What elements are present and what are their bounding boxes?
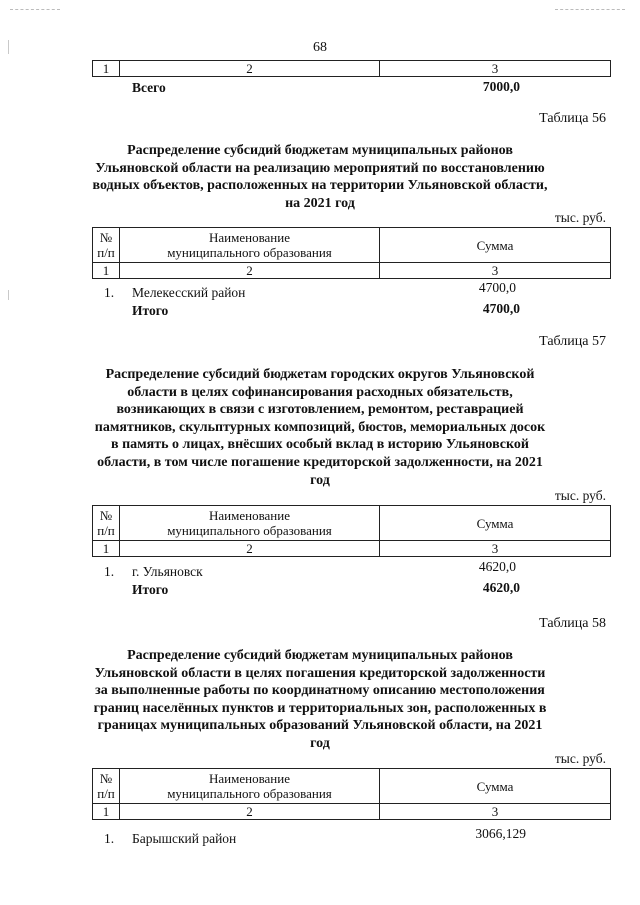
table-label: Таблица 58 [539,616,606,631]
page-number: 68 [313,40,327,55]
header-num: № п/п [93,769,120,804]
column-number: 1 [93,61,120,77]
data-table [92,768,611,820]
row-name: Мелекесский район [132,285,246,300]
total-label: Итого [132,582,169,597]
row-value: 3066,129 [475,826,526,841]
units-label: тыс. руб. [554,751,606,766]
table-label: Таблица 56 [539,111,606,126]
column-number: 1 [93,541,120,557]
column-number: 3 [380,804,611,820]
header-sum: Сумма [380,228,611,263]
table-title: Распределение субсидий бюджетам муниципальных районов Ульяновской области в целях погашения кредиторской задолженности за выполненные работы по координатному описанию местоположения границ населённых пунктов и территориальных зон, расположенных в границах муниципальных образований Ульяновской области, на 2021 год [93,648,547,751]
total-label: Всего [132,80,166,95]
units-label: тыс. руб. [554,488,606,503]
units-label: тыс. руб. [554,210,606,225]
scan-edge-mark [555,9,625,10]
scan-edge-mark [10,9,60,10]
previous-table-fragment [92,60,611,77]
table-title: Распределение субсидий бюджетам городских округов Ульяновской области в целях софинансирования расходных обязательств, возникающих в связи с изготовлением, ремонтом, реставрацией памятников, скульптурных композиций, бюстов, мемориальных досок в память о лицах, внёсших особый вклад в историю Ульяновской области, в том числе погашение кредиторской задолженности, на 2021 год [94,367,546,488]
header-num: № п/п [93,506,120,541]
header-name: Наименование муниципального образования [120,228,380,263]
data-table [92,505,611,557]
total-value: 4700,0 [482,301,520,316]
header-sum: Сумма [380,769,611,804]
column-number: 1 [93,263,120,279]
row-number: 1. [104,831,115,846]
total-value: 7000,0 [482,79,520,94]
column-number: 2 [120,804,380,820]
row-value: 4700,0 [478,280,516,295]
column-number: 2 [120,61,380,77]
header-name: Наименование муниципального образования [120,769,380,804]
table-label: Таблица 57 [539,334,606,349]
table-title: Распределение субсидий бюджетам муниципальных районов Ульяновской области на реализацию мероприятий по восстановлению водных объектов, расположенных на территории Ульяновской области, на 2021 год [92,143,548,211]
header-num: № п/п [93,228,120,263]
row-number: 1. [104,285,115,300]
row-number: 1. [104,564,115,579]
header-name: Наименование муниципального образования [120,506,380,541]
header-sum: Сумма [380,506,611,541]
column-number: 3 [380,61,611,77]
column-number: 2 [120,263,380,279]
row-name: г. Ульяновск [132,564,203,579]
column-number: 3 [380,541,611,557]
data-table [92,227,611,279]
total-value: 4620,0 [482,580,520,595]
row-name: Барышский район [132,831,237,846]
scan-edge-mark [8,290,9,300]
row-value: 4620,0 [478,559,516,574]
column-number: 3 [380,263,611,279]
column-number: 2 [120,541,380,557]
column-number: 1 [93,804,120,820]
total-label: Итого [132,303,169,318]
